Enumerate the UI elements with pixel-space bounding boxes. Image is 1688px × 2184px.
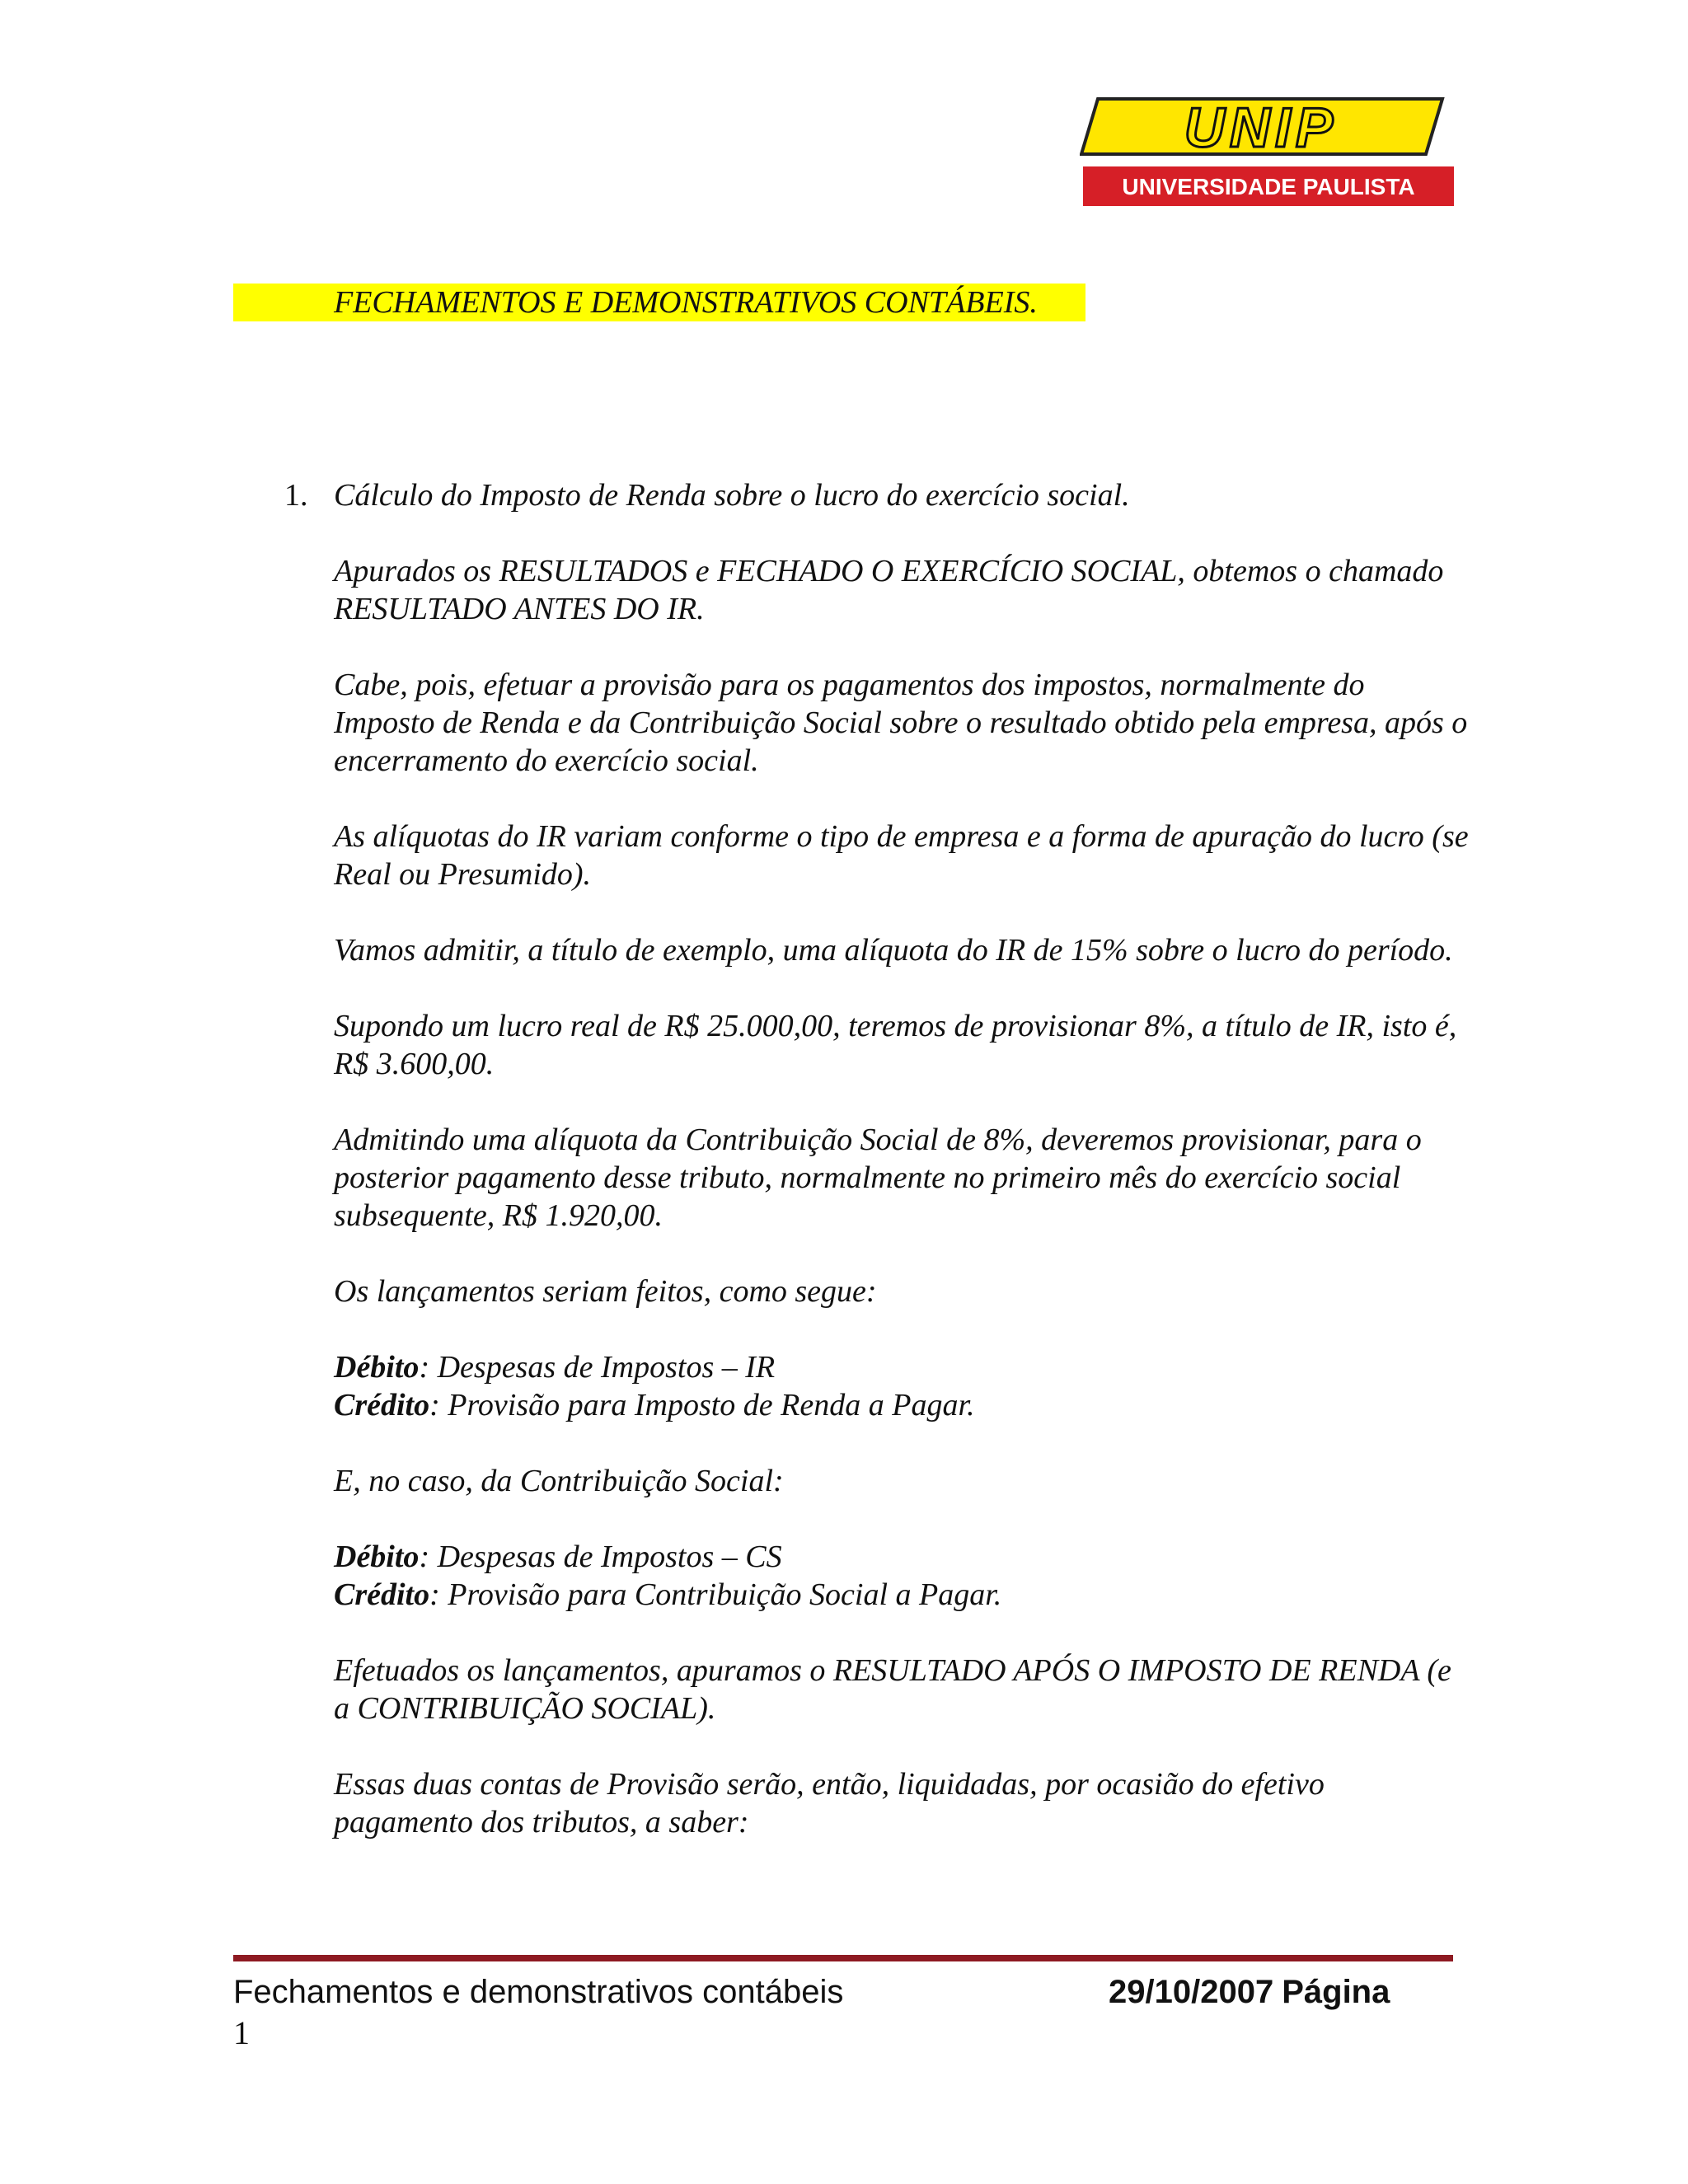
credit-label: Crédito	[334, 1388, 430, 1422]
paragraph: Supondo um lucro real de R$ 25.000,00, teremos de provisionar 8%, a título de IR, isto é, R$ 3.600,00.	[334, 1009, 1457, 1081]
section-title: Cálculo do Imposto de Renda sobre o lucro do exercício social.	[334, 478, 1130, 513]
unip-wordmark	[1081, 96, 1442, 159]
footer-divider	[233, 1955, 1453, 1961]
credit-label: Crédito	[334, 1577, 430, 1612]
entry-credit-cs	[334, 1576, 1471, 1614]
footer-date-page	[1109, 1972, 1390, 2012]
debit-text: : Despesas de Impostos – CS	[419, 1540, 782, 1574]
paragraph: Efetuados os lançamentos, apuramos o RESULTADO APÓS O IMPOSTO DE RENDA (e a CONTRIBUIÇÃO SOCIAL).	[334, 1653, 1451, 1726]
paragraph: Vamos admitir, a título de exemplo, uma alíquota do IR de 15% sobre o lucro do período.	[334, 933, 1453, 968]
paragraph: As alíquotas do IR variam conforme o tipo de empresa e a forma de apuração do lucro (se Real ou Presumido).	[334, 819, 1469, 892]
document-body	[334, 476, 1471, 1879]
entry-debit-cs	[334, 1538, 1471, 1576]
debit-label: Débito	[334, 1540, 420, 1574]
paragraph: Apurados os RESULTADOS e FECHADO O EXERCÍCIO SOCIAL, obtemos o chamado RESULTADO ANTES DO IR.	[334, 554, 1444, 626]
paragraph: E, no caso, da Contribuição Social:	[334, 1464, 784, 1498]
document-heading: FECHAMENTOS E DEMONSTRATIVOS CONTÁBEIS.	[334, 285, 1038, 320]
paragraph: Essas duas contas de Provisão serão, então, liquidadas, por ocasião do efetivo pagamento dos tributos, a saber:	[334, 1767, 1325, 1840]
page-number: 1	[233, 2014, 250, 2051]
paragraph: Admitindo uma alíquota da Contribuição Social de 8%, deveremos provisionar, para o posterior pagamento desse tributo, normalmente no primeiro mês do exercício social subsequente, R$ 1.920,00.	[334, 1122, 1422, 1233]
credit-text: : Provisão para Contribuição Social a Pagar.	[429, 1577, 1002, 1612]
debit-text: : Despesas de Impostos – IR	[419, 1350, 776, 1385]
unip-logo	[1080, 92, 1459, 212]
footer-title: Fechamentos e demonstrativos contábeis	[233, 1974, 844, 2010]
svg-text:UNIP: UNIP	[1184, 96, 1339, 159]
footer-date: 29/10/2007	[1109, 1974, 1274, 2010]
entry-debit-ir	[334, 1348, 1471, 1386]
credit-text: : Provisão para Imposto de Renda a Pagar.	[429, 1388, 975, 1422]
footer-page-label: Página	[1282, 1974, 1390, 2010]
paragraph: Os lançamentos seriam feitos, como segue:	[334, 1274, 877, 1309]
debit-label: Débito	[334, 1350, 420, 1385]
list-number: 1.	[284, 478, 308, 513]
paragraph: Cabe, pois, efetuar a provisão para os pagamentos dos impostos, normalmente do Imposto de Renda e da Contribuição Social sobre o resultado obtido pela empresa, após o encerramento do exercício social.	[334, 668, 1468, 778]
logo-subtitle: UNIVERSIDADE PAULISTA	[1122, 174, 1415, 199]
entry-credit-ir	[334, 1386, 1471, 1424]
